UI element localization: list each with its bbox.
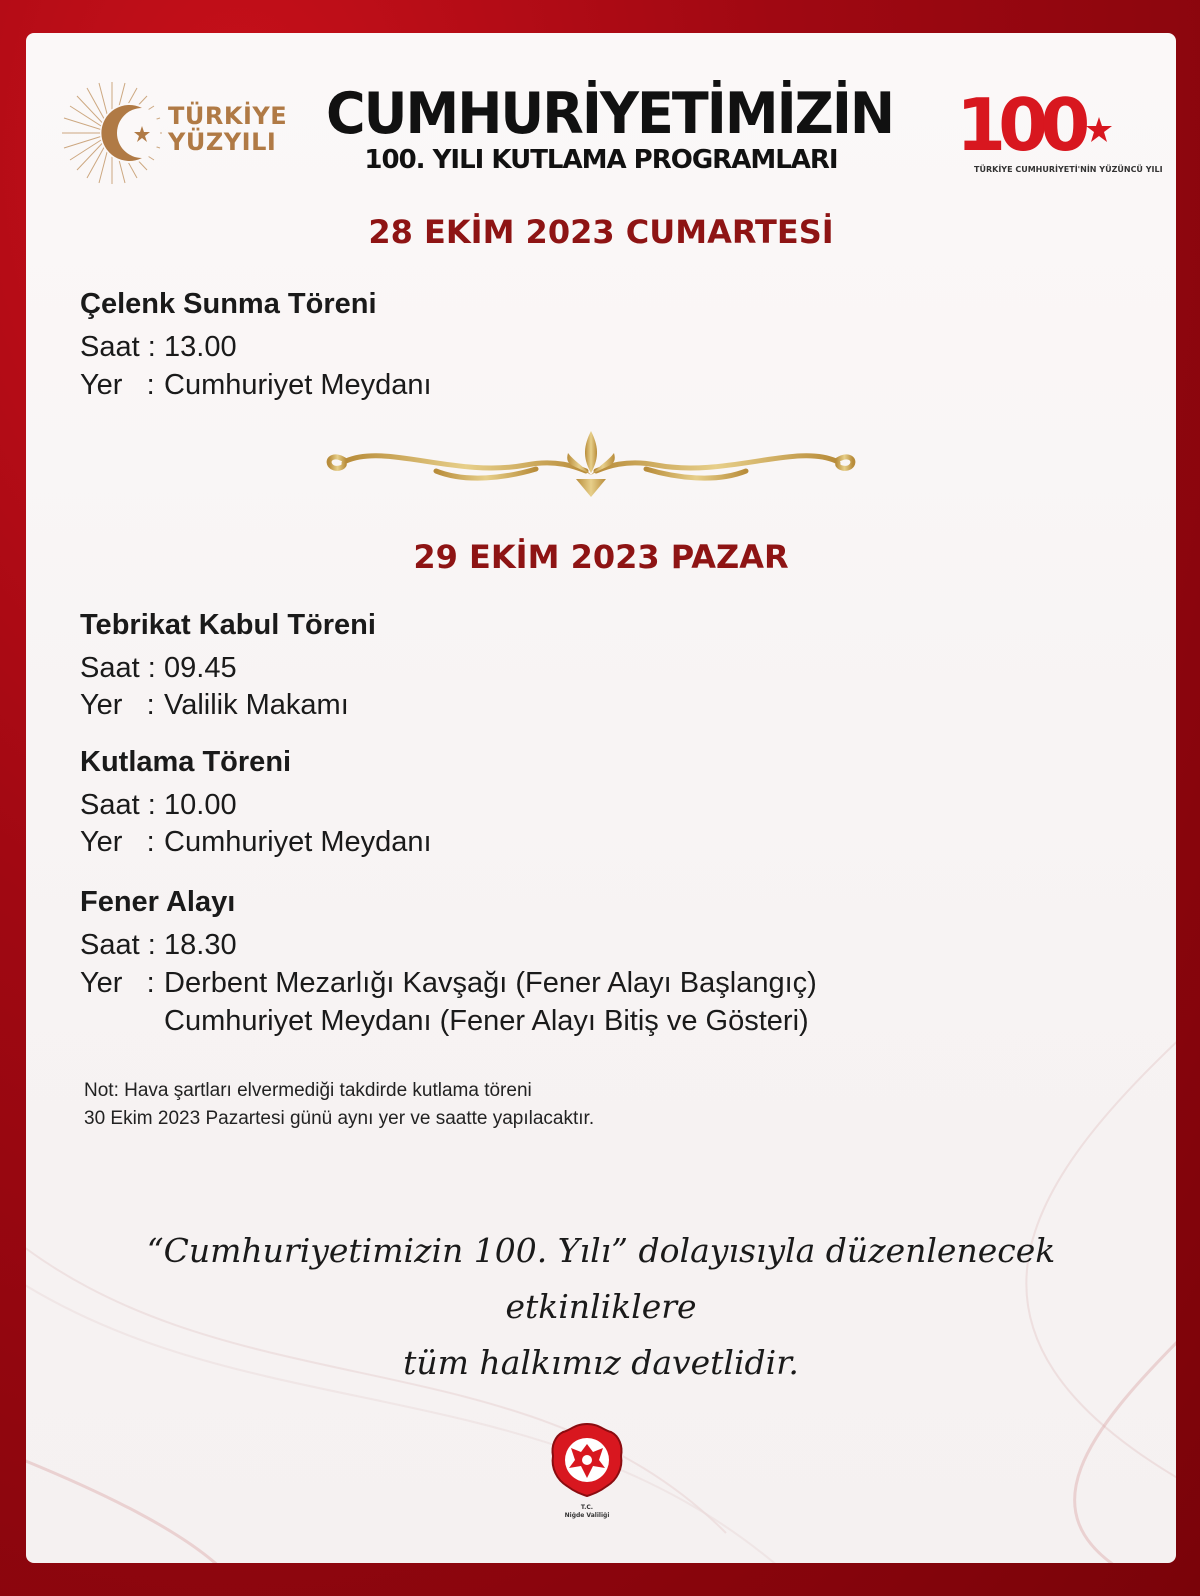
event-title: Tebrikat Kabul Töreni [80,609,376,641]
page-title: CUMHURİYETİMİZİN [326,80,894,147]
seal-line-tc: T.C. [580,1504,594,1511]
event-place-row [80,967,817,1000]
time-label: Saat : [80,652,156,684]
logo-word-turkiye: TÜRKİYE [168,102,288,130]
logo-caption: TÜRKİYE CUMHURİYETİ'NİN YÜZÜNCÜ YILI [974,165,1163,174]
100th-year-logo [956,83,1163,185]
time-label: Saat : [80,789,156,821]
double-headed-eagle-emblem-icon [547,1420,627,1500]
event-title: Çelenk Sunma Töreni [80,288,377,320]
invitation-line: “Cumhuriyetimizin 100. Yılı” dolayısıyla düzenlenecek etkinliklere [146,1231,1056,1326]
place-label: Yer : [80,369,155,401]
seal-line-valilik: Niğde Valiliği [564,1512,610,1519]
weather-note [84,1077,594,1133]
program-card [26,33,1176,1563]
logo-100-number: 100 [956,83,1083,167]
event-title: Fener Alayı [80,886,236,918]
event-place-row [80,689,349,722]
event-title: Kutlama Töreni [80,746,292,778]
turkiye-yuzyili-logo [62,78,302,188]
event-place-row [80,826,432,859]
event-place: Cumhuriyet Meydanı [164,826,432,858]
event-time-row [80,789,237,822]
event-place: Derbent Mezarlığı Kavşağı (Fener Alayı Başlangıç) [164,967,817,999]
event-time: 09.45 [164,652,237,684]
event-place: Cumhuriyet Meydanı [164,369,432,401]
day-1-date: 28 EKİM 2023 CUMARTESİ [368,213,834,251]
logo-word-yuzyili: YÜZYILI [168,128,277,156]
note-line: 30 Ekim 2023 Pazartesi günü aynı yer ve saatte yapılacaktır. [84,1108,595,1129]
page-subtitle: 100. YILI KUTLAMA PROGRAMLARI [364,145,838,175]
time-label: Saat : [80,929,156,961]
ornament-divider-icon [306,423,876,503]
turkiye-yuzyili-wordmark [168,103,287,155]
event-place-row [80,369,432,402]
invitation-text [86,1223,1116,1391]
event-time-row [80,331,237,364]
place-label: Yer : [80,689,155,721]
time-label: Saat : [80,331,156,363]
event-time-row [80,929,237,962]
event-place-line2: Cumhuriyet Meydanı (Fener Alayı Bitiş ve Gösteri) [164,1005,809,1037]
event-place: Valilik Makamı [164,689,349,721]
place-label: Yer : [80,967,155,999]
day-2-date: 29 EKİM 2023 PAZAR [413,538,789,576]
nigde-valiligi-seal [547,1420,627,1520]
sunburst-crescent-icon [62,78,162,188]
event-time: 18.30 [164,929,237,961]
event-time: 13.00 [164,331,237,363]
invitation-line: tüm halkımız davetlidir. [403,1343,799,1382]
event-time-row [80,652,237,685]
note-line: Not: Hava şartları elvermediği takdirde kutlama töreni [84,1080,532,1101]
event-time: 10.00 [164,789,237,821]
star-icon [1084,115,1114,145]
place-label: Yer : [80,826,155,858]
